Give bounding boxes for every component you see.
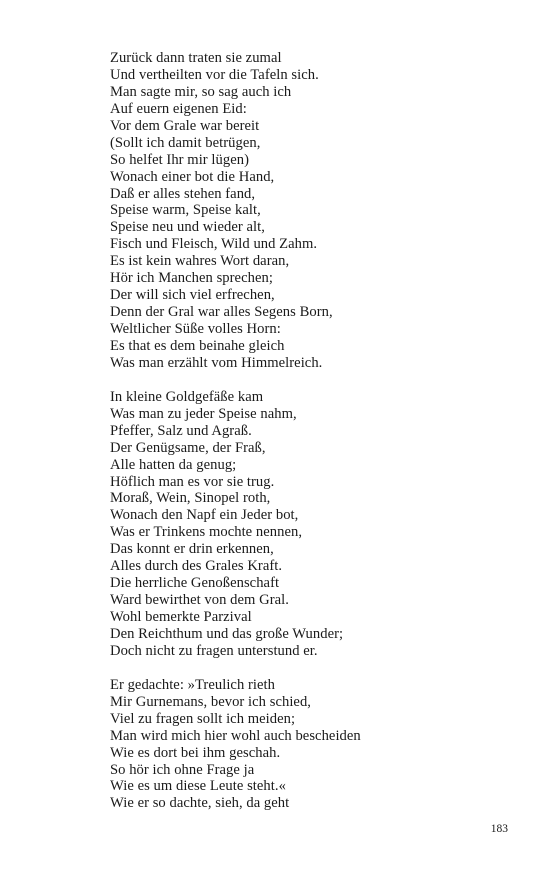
verse-line: Das konnt er drin erkennen,	[110, 541, 274, 558]
verse-line: Wie es dort bei ihm geschah.	[110, 744, 281, 761]
stanza	[110, 50, 510, 372]
verse-line: Denn der Gral war alles Segens Born,	[110, 304, 333, 321]
verse-line: Viel zu fragen sollt ich meiden;	[110, 710, 296, 727]
verse-line: Die herrliche Genoßenschaft	[110, 575, 280, 592]
verse-line: (Sollt ich damit betrügen,	[110, 134, 261, 151]
verse-line: Doch nicht zu fragen unterstund er.	[110, 642, 318, 659]
verse-line: So hör ich ohne Frage ja	[110, 761, 255, 778]
verse-line: Fisch und Fleisch, Wild und Zahm.	[110, 236, 318, 253]
verse-line: Hör ich Manchen sprechen;	[110, 270, 273, 287]
verse-line: Auf euern eigenen Eid:	[110, 100, 247, 117]
verse-line: Alles durch des Grales Kraft.	[110, 558, 283, 575]
verse-line: Weltlicher Süße volles Horn:	[110, 321, 281, 337]
verse-line: Speise neu und wieder alt,	[110, 219, 265, 236]
verse-line: Höflich man es vor sie trug.	[110, 473, 275, 490]
poem-text	[110, 50, 510, 829]
verse-line: Wohl bemerkte Parzival	[110, 609, 252, 625]
verse-line: Mir Gurnemans, bevor ich schied,	[110, 693, 311, 710]
verse-line: Wonach einer bot die Hand,	[110, 168, 275, 185]
verse-line: Wonach den Napf ein Jeder bot,	[110, 507, 299, 524]
verse-line: Was er Trinkens mochte nennen,	[110, 524, 303, 541]
verse-line: Speise warm, Speise kalt,	[110, 202, 261, 219]
verse-line: Pfeffer, Salz und Agraß.	[110, 422, 252, 439]
verse-line: Vor dem Grale war bereit	[110, 117, 260, 134]
verse-line: Wie er so dachte, sieh, da geht	[110, 795, 290, 812]
verse-line: In kleine Goldgefäße kam	[110, 388, 264, 405]
verse-line: Den Reichthum und das große Wunder;	[110, 625, 344, 642]
verse-line: Was man zu jeder Speise nahm,	[110, 405, 297, 422]
verse-line: Moraß, Wein, Sinopel roth,	[110, 490, 271, 507]
stanza	[110, 389, 510, 660]
verse-line: Ward bewirthet von dem Gral.	[110, 592, 289, 609]
stanza	[110, 677, 510, 813]
verse-line: So helfet Ihr mir lügen)	[110, 151, 249, 168]
verse-line: Was man erzählt vom Himmelreich.	[110, 354, 323, 371]
verse-line: Und vertheilten vor die Tafeln sich.	[110, 66, 319, 83]
verse-line: Man sagte mir, so sag auch ich	[110, 83, 292, 100]
verse-line: Es ist kein wahres Wort daran,	[110, 253, 290, 270]
verse-line: Der will sich viel erfrechen,	[110, 287, 275, 304]
verse-line: Man wird mich hier wohl auch bescheiden	[110, 727, 361, 744]
verse-line: Alle hatten da genug;	[110, 456, 237, 473]
page-number: 183	[490, 823, 508, 835]
verse-line: Er gedachte: »Treulich rieth	[110, 676, 275, 693]
verse-line: Zurück dann traten sie zumal	[110, 50, 282, 66]
verse-line: Wie es um diese Leute steht.«	[110, 778, 286, 795]
verse-line: Daß er alles stehen fand,	[110, 185, 256, 202]
verse-line: Der Genügsame, der Fraß,	[110, 439, 266, 456]
verse-line: Es that es dem beinahe gleich	[110, 337, 285, 354]
